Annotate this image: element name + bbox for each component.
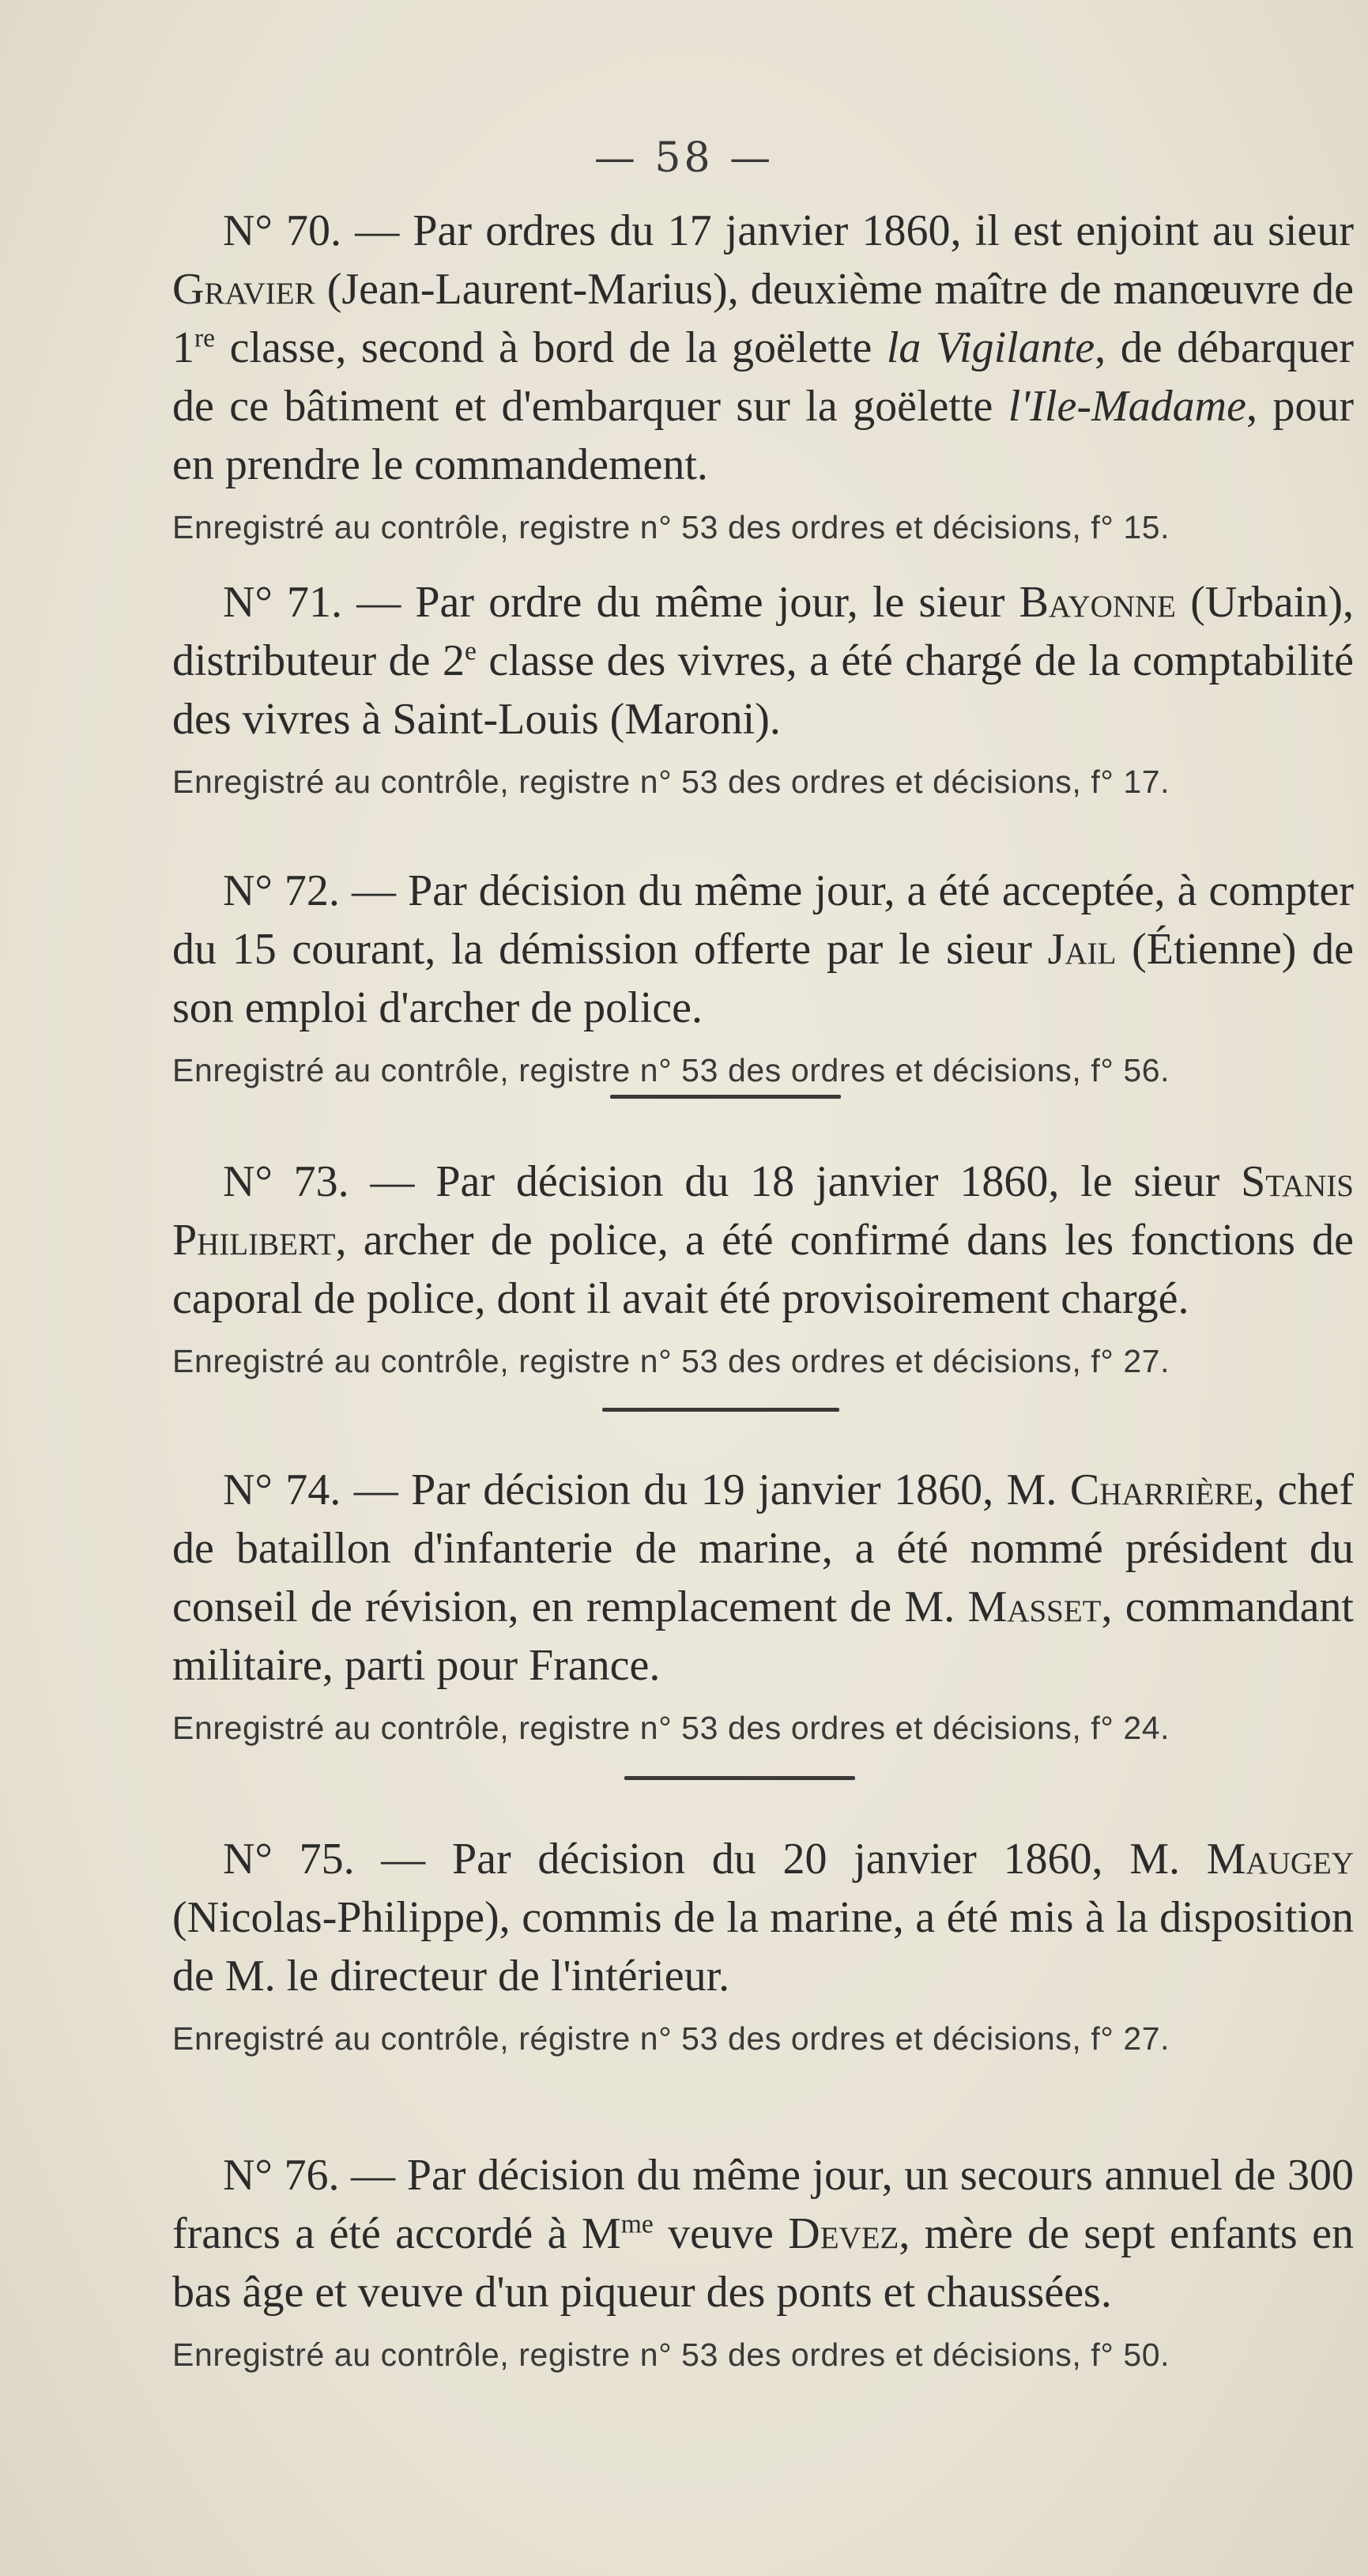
entry-body: N° 71. — Par ordre du même jour, le sieur Bayonne (Urbain), distributeur de 2e classe des vivres, a été chargé de la comptabilité des vivres à Saint-Louis (Maroni). (172, 578, 1354, 744)
person-name: Jail (1047, 925, 1117, 974)
registration-note: Enregistré au contrôle, registre n° 53 des ordres et décisions, f° 17. (172, 764, 1170, 800)
entry-body: N° 75. — Par décision du 20 janvier 1860, M. Maugey (Nicolas-Philippe), commis de la marine, a été mis à la disposition de M. le directeur de l'intérieur. (172, 1835, 1354, 2001)
registration-note: Enregistré au contrôle, registre n° 53 des ordres et décisions, f° 56. (172, 1052, 1170, 1088)
entry-70 (172, 202, 1354, 549)
page-number: — 58 — (594, 134, 774, 182)
separator-rule (624, 1776, 855, 1780)
person-name: Stanis Philibert (172, 1157, 1354, 1265)
entry-74 (172, 1461, 1354, 1750)
registration-note: Enregistré au contrôle, registre n° 53 des ordres et décisions, f° 15. (172, 509, 1170, 545)
separator-rule (610, 1095, 841, 1099)
entry-76 (172, 2146, 1354, 2377)
person-name: Devez (788, 2209, 899, 2258)
ship-name: la Vigilante (886, 323, 1095, 372)
entry-body: N° 74. — Par décision du 19 janvier 1860, M. Charrière, chef de bataillon d'infanterie de marine, a été nommé président du conseil de révision, en remplacement de M. Masset, commandant militaire, parti pour France. (172, 1465, 1355, 1690)
person-name: Bayonne (1019, 578, 1176, 627)
registration-note: Enregistré au contrôle, régistre n° 53 des ordres et décisions, f° 27. (172, 2020, 1170, 2057)
entry-71 (172, 573, 1354, 804)
entry-body: N° 72. — Par décision du même jour, a été acceptée, à compter du 15 courant, la démission offerte par le sieur Jail (Étienne) de son emploi d'archer de police. (172, 866, 1354, 1032)
registration-note: Enregistré au contrôle, registre n° 53 des ordres et décisions, f° 24. (172, 1710, 1170, 1746)
person-name: Charrière (1069, 1465, 1254, 1514)
person-name: Masset (967, 1582, 1102, 1631)
entry-body: N° 73. — Par décision du 18 janvier 1860, le sieur Stanis Philibert, archer de police, a été confirmé dans les fonctions de caporal de police, dont il avait été provisoirement chargé. (172, 1157, 1354, 1323)
entry-75 (172, 1830, 1354, 2061)
person-name: Gravier (172, 265, 315, 314)
entry-body: N° 70. — Par ordres du 17 janvier 1860, il est enjoint au sieur Gravier (Jean-Laurent-Marius), deuxième maître de manœuvre de 1re classe, second à bord de la goëlette la Vigilante, de débarquer de ce bâtiment et d'embarquer sur la goëlette l'Ile-Madame, pour en prendre le commandement. (172, 206, 1355, 489)
registration-note: Enregistré au contrôle, registre n° 53 des ordres et décisions, f° 27. (172, 1343, 1170, 1379)
entry-72 (172, 862, 1354, 1092)
separator-rule (602, 1408, 839, 1412)
ship-name: l'Ile-Madame (1008, 382, 1246, 431)
person-name: Maugey (1206, 1835, 1354, 1884)
entry-body: N° 76. — Par décision du même jour, un secours annuel de 300 francs a été accordé à $M^{me}$ veuve Devez, mère de sept enfants en bas âge et veuve d'un piqueur des ponts et chaussées. (172, 2151, 1354, 2317)
registration-note: Enregistré au contrôle, registre n° 53 des ordres et décisions, f° 50. (172, 2337, 1170, 2373)
entry-73 (172, 1152, 1354, 1383)
